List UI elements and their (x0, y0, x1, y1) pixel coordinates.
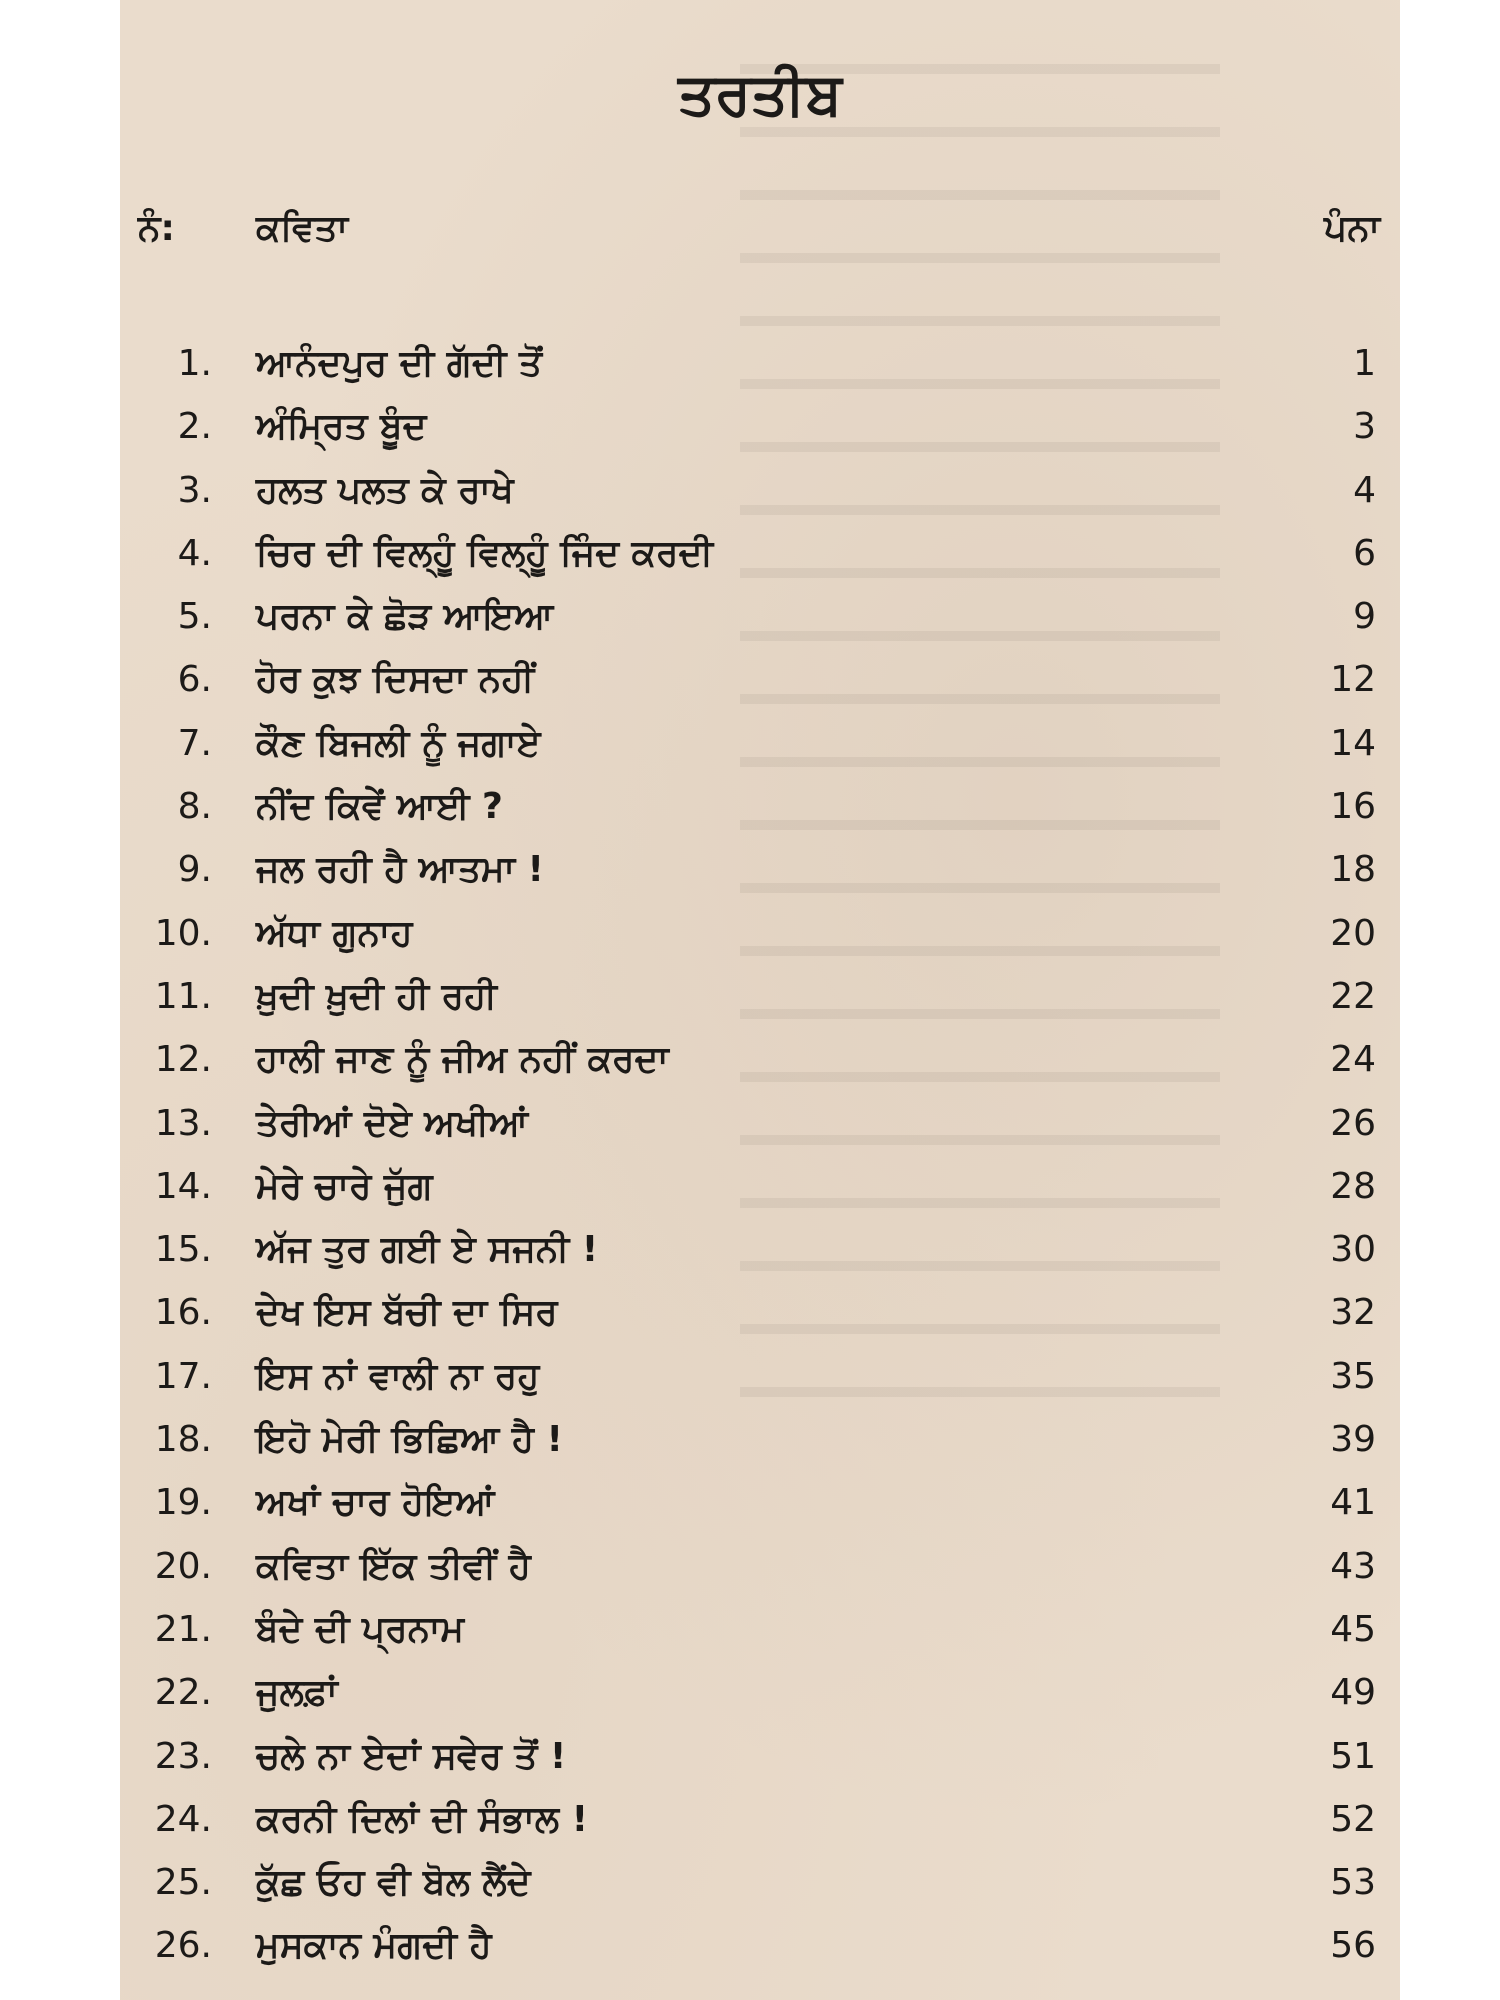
entry-number: 12. (154, 1039, 212, 1081)
poem-title: ਜੁਲਫ਼ਾਂ (256, 1672, 338, 1714)
entry-number: 16. (154, 1292, 212, 1334)
entry-number: 10. (154, 912, 212, 954)
entry-number: 14. (154, 1165, 212, 1207)
entry-number: 11. (154, 975, 212, 1017)
entry-number: 21. (154, 1608, 212, 1650)
page-number: 45 (1330, 1608, 1376, 1650)
page-title: ਤਰਤੀਬ (678, 60, 842, 128)
toc-entry (120, 395, 1400, 458)
entry-number: 26. (154, 1925, 212, 1967)
page-number: 24 (1330, 1039, 1376, 1081)
toc-entry (120, 775, 1400, 838)
poem-title: ਇਸ ਨਾਂ ਵਾਲੀ ਨਾ ਰਹੁ (256, 1355, 540, 1397)
toc-entry (120, 1281, 1400, 1344)
toc-entry (120, 1345, 1400, 1408)
poem-title: ਮੁਸਕਾਨ ਮੰਗਦੀ ਹੈ (256, 1925, 492, 1967)
toc-entry (120, 1851, 1400, 1914)
poem-title: ਅੱਜ ਤੁਰ ਗਈ ਏ ਸਜਨੀ ! (256, 1229, 599, 1271)
toc-entry (120, 838, 1400, 901)
entry-number: 20. (154, 1545, 212, 1587)
toc-entry (120, 1471, 1400, 1534)
poem-title: ਕੁੱਛ ਓਹ ਵੀ ਬੋਲ ਲੈਂਦੇ (256, 1862, 531, 1904)
toc-entry (120, 648, 1400, 711)
page-number: 43 (1330, 1545, 1376, 1587)
page-number: 49 (1330, 1672, 1376, 1714)
poem-title: ਅਖਾਂ ਚਾਰ ਹੋਇਆਂ (256, 1482, 495, 1524)
toc-entry (120, 332, 1400, 395)
page-number: 51 (1330, 1735, 1376, 1777)
entry-number: 24. (154, 1798, 212, 1840)
poem-title: ਹਲਤ ਪਲਤ ਕੇ ਰਾਖੇ (256, 469, 514, 511)
page-number: 22 (1330, 975, 1376, 1017)
poem-title: ਹਾਲੀ ਜਾਣ ਨੂੰ ਜੀਅ ਨਹੀਂ ਕਰਦਾ (256, 1039, 669, 1081)
entry-number: 23. (154, 1735, 212, 1777)
toc-entry (120, 1914, 1400, 1977)
page-number: 30 (1330, 1229, 1376, 1271)
entry-number: 17. (154, 1355, 212, 1397)
entry-number: 22. (154, 1672, 212, 1714)
book-page (120, 0, 1400, 2000)
page-number: 1 (1353, 343, 1376, 384)
entry-number: 25. (154, 1862, 212, 1904)
page-number: 3 (1353, 406, 1376, 448)
entry-number: 19. (154, 1482, 212, 1524)
poem-title: ਬੰਦੇ ਦੀ ਪ੍ਰਨਾਮ (256, 1608, 465, 1650)
entry-number: 9. (177, 849, 212, 891)
poem-title: ਦੇਖ ਇਸ ਬੱਚੀ ਦਾ ਸਿਰ (256, 1292, 558, 1334)
poem-column-header: ਕਵਿਤਾ (256, 208, 349, 249)
poem-title: ਇਹੋ ਮੇਰੀ ਭਿਛਿਆ ਹੈ ! (256, 1419, 563, 1461)
poem-title: ਅੰਮ੍ਰਿਤ ਬੂੰਦ (256, 406, 427, 448)
toc-entry (120, 1661, 1400, 1724)
table-of-contents (120, 332, 1400, 1978)
poem-title: ਆਨੰਦਪੁਰ ਦੀ ਗੱਦੀ ਤੋਂ (256, 343, 543, 384)
page-number: 4 (1353, 469, 1376, 511)
page-number: 9 (1353, 596, 1376, 638)
entry-number: 6. (177, 659, 212, 701)
page-number: 53 (1330, 1862, 1376, 1904)
poem-title: ਤੇਰੀਆਂ ਦੋਏ ਅਖੀਆਂ (256, 1102, 529, 1144)
toc-entry (120, 1788, 1400, 1851)
page-number: 28 (1330, 1165, 1376, 1207)
toc-entry (120, 902, 1400, 965)
toc-entry (120, 1535, 1400, 1598)
page-number: 6 (1353, 532, 1376, 574)
poem-title: ਕਰਨੀ ਦਿਲਾਂ ਦੀ ਸੰਭਾਲ ! (256, 1798, 589, 1840)
toc-entry (120, 1028, 1400, 1091)
entry-number: 1. (177, 343, 212, 384)
page-number: 26 (1330, 1102, 1376, 1144)
page-number: 52 (1330, 1798, 1376, 1840)
toc-entry (120, 1408, 1400, 1471)
entry-number: 4. (177, 532, 212, 574)
entry-number: 18. (154, 1419, 212, 1461)
toc-entry (120, 965, 1400, 1028)
page-number: 35 (1330, 1355, 1376, 1397)
page-number: 20 (1330, 912, 1376, 954)
poem-title: ਪਰਨਾ ਕੇ ਛੋੜ ਆਇਆ (256, 596, 554, 638)
page-column-header: ਪੰਨਾ (1323, 208, 1380, 249)
toc-entry (120, 1725, 1400, 1788)
toc-entry (120, 522, 1400, 585)
poem-title: ਕੌਣ ਬਿਜਲੀ ਨੂੰ ਜਗਾਏ (256, 722, 541, 764)
toc-entry (120, 1155, 1400, 1218)
page-number: 39 (1330, 1419, 1376, 1461)
poem-title: ਜਲ ਰਹੀ ਹੈ ਆਤਮਾ ! (256, 849, 544, 891)
toc-entry (120, 459, 1400, 522)
page-number: 16 (1330, 786, 1376, 828)
page-number: 12 (1330, 659, 1376, 701)
toc-entry (120, 1218, 1400, 1281)
page-number: 32 (1330, 1292, 1376, 1334)
toc-entry (120, 1598, 1400, 1661)
page-number: 14 (1330, 722, 1376, 764)
entry-number: 2. (177, 406, 212, 448)
number-column-header: ਨੰ: (138, 208, 175, 249)
toc-entry (120, 1092, 1400, 1155)
poem-title: ਚਲੇ ਨਾ ਏਦਾਂ ਸਵੇਰ ਤੋਂ ! (256, 1735, 567, 1777)
toc-entry (120, 585, 1400, 648)
poem-title: ਹੋਰ ਕੁਝ ਦਿਸਦਾ ਨਹੀਂ (256, 659, 535, 701)
poem-title: ਅੱਧਾ ਗੁਨਾਹ (256, 912, 413, 954)
entry-number: 8. (177, 786, 212, 828)
poem-title: ਖ਼ੁਦੀ ਖ਼ੁਦੀ ਹੀ ਰਹੀ (256, 975, 497, 1017)
poem-title: ਕਵਿਤਾ ਇੱਕ ਤੀਵੀਂ ਹੈ (256, 1545, 531, 1587)
entry-number: 3. (177, 469, 212, 511)
page-number: 56 (1330, 1925, 1376, 1967)
poem-title: ਨੀਂਦ ਕਿਵੇਂ ਆਈ ? (256, 786, 503, 828)
entry-number: 5. (177, 596, 212, 638)
entry-number: 7. (177, 722, 212, 764)
poem-title: ਮੇਰੇ ਚਾਰੇ ਜੁੱਗ (256, 1165, 433, 1207)
toc-entry (120, 712, 1400, 775)
poem-title: ਚਿਰ ਦੀ ਵਿਲ੍ਹੂੰ ਵਿਲ੍ਹੂੰ ਜਿੰਦ ਕਰਦੀ (256, 532, 714, 574)
entry-number: 15. (154, 1229, 212, 1271)
entry-number: 13. (154, 1102, 212, 1144)
page-number: 41 (1330, 1482, 1376, 1524)
page-number: 18 (1330, 849, 1376, 891)
